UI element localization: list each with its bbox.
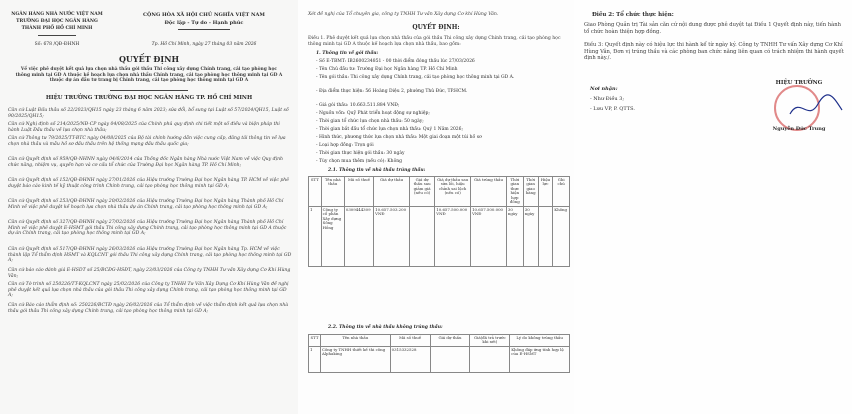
page-1 [0,0,298,414]
loser-table-header [309,335,570,347]
col-stt: STT [309,177,322,207]
cell-award-price: 10.657.500.000 VNĐ [471,206,507,266]
date-line: Tp. Hồ Chí Minh, ngày 27 tháng 03 năm 2026 [151,42,257,47]
signature-scribble [786,92,846,122]
col-bid-price: Giá dự thầu [374,177,410,207]
article-2-text: Giao Phòng Quản trị Tài sản căn cứ nội dung được phê duyệt tại Điều 1 Quyết định này, tiến hành tổ chức hoàn thiện hợp đồng. [584,22,841,35]
org-name-1: NGÂN HÀNG NHÀ NƯỚC VIỆT NAM [11,12,103,17]
recipient-1: - Như Điều 3; [590,96,625,102]
col-note: Ghi chú [553,177,570,207]
legal-basis-1: Căn cứ Luật Đấu thầu số 22/2023/QH15 ngày 23 tháng 6 năm 2023; sửa đổi, bổ sung tại Luật số 57/2024/QH15, Luật số 90/2025/QH15; [8,108,289,119]
item-contract-type: - Loại hợp đồng: Trọn gói [316,143,374,148]
item-etbmt: - Số E-TBMT: IB2600234851 - 00 thời điểm đóng thầu lúc 27/03/2026 [316,59,475,64]
decision-subject: Về việc phê duyệt kết quả lựa chọn nhà thầu gói thầu Thi công xây dựng Chính trang, cải tạo phòng học thông minh tại GD A thuộc kế hoạch lựa chọn nhà thầu Chính trang, cải tạo phòng học thông minh tại GD A thuộc dự án đầu tư trang bị Chính trang, cải tạo phòng học thông minh tại GD A [15,67,283,83]
org-name-2: TRƯỜNG ĐẠI HỌC NGÂN HÀNG [16,19,98,24]
article-3-text: Điều 3: Quyết định này có hiệu lực thi hành kể từ ngày ký. Công ty TNHH Tư vấn Xây dựng Cơ Khí Hùng Vân, Đơn vị trúng thầu và các phòng ban chức năng liên quan có trách nhiệm thi hành quyết định này./. [584,42,844,61]
legal-basis-6: Căn cứ Quyết định số 253/QĐ-ĐHNH ngày 20/02/2026 của Hiệu trưởng Trường Đại học Ngân hàng Thành phố Hồ Chí Minh về việc phê duyệt kế hoạch lựa chọn nhà thầu dự án Chính trang, cải tạo phòng học thông minh tại GD A; [8,199,284,210]
cell-tax-id: 0309444309 [344,206,373,266]
cell-prior-price [470,346,510,372]
col-award-price: Giá trúng thầu [471,177,507,207]
org-underline [38,35,76,36]
doc-number: Số: 678 /QĐ-ĐHNH [34,42,80,47]
item-start: - Thời gian bắt đầu tổ chức lựa chọn nhà thầu: Quý 1 Năm 2026; [316,127,464,132]
col-reason: Lý do không trúng thầu [510,335,570,347]
signature-title: HIỆU TRƯỞNG [775,80,823,86]
col-validity: Hiệu lực [538,177,553,207]
section-1-heading: 1. Thông tin về gói thầu: [316,51,379,56]
cell-delivery-time: 30 ngày [523,206,538,266]
cell-note: Không [553,206,570,266]
cell-reason: Không đáp ứng tính hợp lệ của E-HSMT [510,346,570,372]
item-exec-time: - Thời gian thực hiện gói thầu: 30 ngày [316,151,405,156]
cell-bid-price [430,346,470,372]
item-duration: - Thời gian tổ chức lựa chọn nhà thầu: 50 ngày; [316,119,424,124]
col-discounted: Giá dự thầu sau giảm giá (nếu có) [409,177,434,207]
legal-basis-7: Căn cứ Quyết định số 327/QĐ-ĐHNH ngày 27/02/2026 của Hiệu trưởng Trường Đại học Ngân hàng Thành phố Hồ Chí Minh về việc phê duyệt E-HSMT gói thầu Thi công xây dựng Chính trang, cải tạo phòng học thông minh tại GD A thuộc dự án Chính trang, cải tạo phòng học thông minh tại GD A; [8,220,287,237]
legal-basis-10: Căn cứ Tờ trình số 250226/TT-KQLCNT ngày 25/02/2026 của Công ty TNHH Tư Vấn Xây Dựng Cơ Khí Hùng Vân đề nghị phê duyệt kết quả lựa chọn nhà thầu của gói thầu Thi công xây dựng Chính trang, cải tạo phòng học thông minh tại GD A; [8,282,289,299]
page-3 [574,0,852,414]
winner-table [308,176,570,267]
col-contract-time: Thời gian thực hiện hợp đồng [506,177,523,207]
nation-motto: Độc lập - Tự do - Hạnh phúc [164,20,244,26]
cell-validity [538,206,553,266]
decide-heading: QUYẾT ĐỊNH: [412,24,460,31]
legal-basis-11: Căn cứ Báo cáo thẩm định số: 250226/BCTĐ ngày 26/02/2026 của Tổ thẩm định về việc thẩm định kết quả lựa chọn nhà thầu gói thầu Thi công xây dựng Chính trang, cải tạo phòng học thông minh tại GD A; [8,303,289,314]
col-contractor: Tên nhà thầu [320,335,390,347]
cell-tax-id: 0315332528 [390,346,430,372]
issuer-line: HIỆU TRƯỞNG TRƯỜNG ĐẠI HỌC NGÂN HÀNG TP. HỒ CHÍ MINH [45,95,253,101]
legal-basis-3: Căn cứ Thông tư 79/2025/TT-BTC ngày 04/08/2025 của Bộ tài chính hướng dẫn việc cung cấp, đăng tải thông tin về lựa chọn nhà thầu và mẫu hồ sơ đấu thầu trên hệ thống mạng đấu thầu quốc gia; [8,136,286,147]
col-contractor: Tên nhà thầu [321,177,344,207]
item-option: - Tùy chọn mua thêm (nếu có): Không [316,159,403,164]
col-bid-price: Giá dự thầu [430,335,470,347]
decision-title: QUYẾT ĐỊNH [118,54,180,64]
motto-underline [178,29,230,30]
cell-stt: 1 [309,346,321,372]
legal-basis-2: Căn cứ Nghị định số 214/2025/NĐ-CP ngày 04/08/2025 của Chính phủ quy định chi tiết một số điều và biện pháp thi hành Luật Đấu thầu về lựa chọn nhà thầu; [8,122,280,133]
article-1: Điều 1. Phê duyệt kết quả lựa chọn nhà thầu của gói thầu Thi công xây dựng Chính trang, cải tạo phòng học thông minh tại GD A thuộc kế hoạch lựa chọn nhà thầu, bao gồm: [308,36,561,47]
legal-basis-8: Căn cứ Quyết định số 517/QĐ-ĐHNH ngày 26/03/2026 của Hiệu trưởng Trường Đại học Ngân hàng Tp. HCM về việc thành lập Tổ thẩm định HSMT và KQLCNT gói thầu Thi công xây dựng Chính trang, cải tạo phòng học thông minh tại GD A; [8,247,292,264]
loser-table [308,334,570,373]
signer-name: Nguyễn Đức Trung [772,126,826,132]
cell-bid-price: 10.657.503.200 VNĐ [374,206,410,266]
legal-basis-4: Căn cứ Quyết định số 959/QĐ-NHNN ngày 04/6/2014 của Thống đốc Ngân hàng Nhà nước Việt Nam về việc Quy định chức năng, nhiệm vụ, quyền hạn và cơ cấu tổ chức của Trường Đại học Ngân hàng TP. Hồ Chí Minh; [8,157,283,168]
col-stt: STT [309,335,321,347]
preamble: Xét đề nghị của Tổ chuyên gia, công ty TNHH Tư vấn Xây dựng Cơ khí Hùng Vân. [308,12,499,17]
item-package-name: - Tên gói thầu: Thi công xây dựng Chính trang, cải tạo phòng học thông minh tại GD A. [316,75,515,80]
org-name-3: THÀNH PHỐ HỒ CHÍ MINH [21,26,93,31]
legal-basis-5: Căn cứ Quyết định số 152/QĐ-ĐHNH ngày 27/01/2026 của Hiệu trưởng Trường Đại học Ngân hàng TP. HCM về việc phê duyệt báo cáo kinh tế kỹ thuật công trình Chính trang, cải tạo phòng học thông minh tại GD A; [8,178,289,189]
col-corrected: Giá dự thầu sau sửa lỗi, hiệu chỉnh sai lệch (nếu có) [435,177,471,207]
cell-corrected: 10.657.500.000 VNĐ [435,206,471,266]
article-2-heading: Điều 2: Tổ chức thực hiện: [592,12,674,18]
col-tax-id: Mã số thuế [390,335,430,347]
item-investor: - Tên Chủ đầu tư: Trường Đại học Ngân hàng TP. Hồ Chí Minh [316,67,458,72]
cell-stt: 1 [309,206,322,266]
table-row [309,346,570,372]
col-tax-id: Mã số thuế [344,177,373,207]
item-price: - Giá gói thầu: 10.663.511.884 VNĐ; [316,103,400,108]
legal-basis-9: Căn cứ báo cáo đánh giá E-HSDT số 25/BCĐG-HSĐT, ngày 23/03/2026 của Công ty TNHH Tư vấn Xây dựng Cơ Khí Hùng Vân; [8,268,291,279]
col-prior-price: Giá(đã trả trước khi xét) [470,335,510,347]
page-2 [298,0,574,414]
cell-contract-time: 30 ngày [506,206,523,266]
nation-header: CỘNG HÒA XÃ HỘI CHỦ NGHĨA VIỆT NAM [143,12,265,18]
winner-table-header [309,177,570,207]
item-method: - Hình thức, phương thức lựa chọn nhà thầu: Một giai đoạn một túi hồ sơ [316,135,482,140]
cell-discounted [409,206,434,266]
section-21-heading: 2.1. Thông tin về nhà thầu trúng thầu: [328,168,426,173]
section-22-heading: 2.2. Thông tin về nhà thầu không trúng thầu: [328,325,443,330]
recipient-2: - Lưu VP, P. QTTS. [590,106,635,112]
item-funding: - Nguồn vốn: Quỹ Phát triển hoạt động sự nghiệp; [316,111,430,116]
recipients-label: Nơi nhận: [590,86,618,92]
item-location: - Địa điểm thực hiện: 56 Hoàng Diệu 2, phường Thủ Đức, TP.HCM. [316,89,468,94]
cell-contractor: Công ty cổ phần Xây dựng Sông Hồng [321,206,344,266]
col-delivery-time: Thời gian giao hàng [523,177,538,207]
table-row [309,206,570,266]
subject-underline [110,90,188,91]
cell-contractor: Công ty TNHH thiết kế thi công Alphaking [320,346,390,372]
